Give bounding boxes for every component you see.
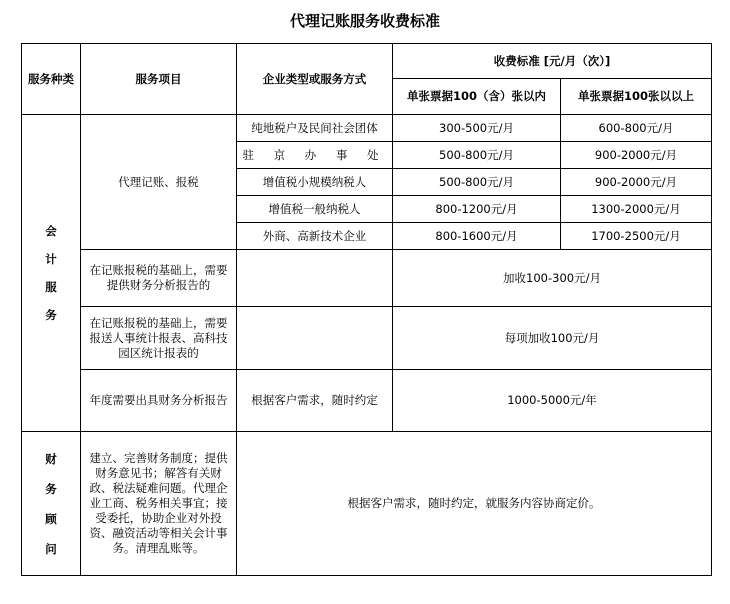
table-row bbox=[22, 115, 712, 142]
category-consulting bbox=[22, 432, 81, 576]
page-title: 代理记账服务收费标准 bbox=[289, 12, 440, 30]
enterprise-type-cell: 外商、高新技术企业 bbox=[237, 223, 393, 250]
category-char: 务 bbox=[45, 481, 57, 496]
fee-over-cell: 900-2000元/月 bbox=[561, 142, 712, 169]
table-row bbox=[22, 307, 712, 370]
category-char: 顾 bbox=[45, 511, 57, 526]
category-char: 财 bbox=[45, 451, 57, 466]
category-accounting bbox=[22, 115, 81, 432]
fee-over-cell: 1300-2000元/月 bbox=[561, 196, 712, 223]
extra-fee-cell: 1000-5000元/年 bbox=[393, 370, 712, 432]
fee-within-cell: 500-800元/月 bbox=[393, 142, 561, 169]
header-within-100: 单张票据100（含）张以内 bbox=[393, 79, 561, 115]
category-char: 问 bbox=[45, 541, 57, 556]
category-char: 务 bbox=[45, 308, 57, 322]
table-row bbox=[22, 370, 712, 432]
bookkeeping-item: 代理记账、报税 bbox=[81, 115, 237, 250]
fee-within-cell: 800-1600元/月 bbox=[393, 223, 561, 250]
header-fee-standard: 收费标准 [元/月（次）] bbox=[393, 44, 712, 79]
header-service-type: 服务种类 bbox=[22, 44, 81, 115]
header-service-item: 服务项目 bbox=[81, 44, 237, 115]
extra-item-cell: 在记账报税的基础上，需要提供财务分析报告的 bbox=[81, 250, 237, 307]
header-enterprise-type: 企业类型或服务方式 bbox=[237, 44, 393, 115]
category-char: 服 bbox=[45, 280, 57, 294]
extra-method-cell bbox=[237, 250, 393, 307]
fee-over-cell: 1700-2500元/月 bbox=[561, 223, 712, 250]
fee-within-cell: 800-1200元/月 bbox=[393, 196, 561, 223]
extra-method-cell bbox=[237, 307, 393, 370]
consulting-item-cell: 建立、完善财务制度；提供财务意见书；解答有关财政、税法疑难问题。代理企业工商、税务相关事宜；接受委托，协助企业对外投资、融资活动等相关会计事务。清理乱账等。 bbox=[81, 432, 237, 576]
extra-fee-cell: 每项加收100元/月 bbox=[393, 307, 712, 370]
fee-table bbox=[21, 43, 712, 576]
category-char: 计 bbox=[45, 252, 57, 266]
extra-method-cell: 根据客户需求，随时约定 bbox=[237, 370, 393, 432]
consulting-fee-cell: 根据客户需求，随时约定，就服务内容协商定价。 bbox=[237, 432, 712, 576]
table-row bbox=[22, 250, 712, 307]
extra-item-cell: 年度需要出具财务分析报告 bbox=[81, 370, 237, 432]
header-over-100: 单张票据100张以以上 bbox=[561, 79, 712, 115]
extra-item-cell: 在记账报税的基础上，需要报送人事统计报表、高科技园区统计报表的 bbox=[81, 307, 237, 370]
enterprise-type-cell: 增值税一般纳税人 bbox=[237, 196, 393, 223]
enterprise-type-cell: 驻 京 办 事 处 bbox=[237, 142, 393, 169]
fee-over-cell: 900-2000元/月 bbox=[561, 169, 712, 196]
fee-within-cell: 500-800元/月 bbox=[393, 169, 561, 196]
extra-fee-cell: 加收100-300元/月 bbox=[393, 250, 712, 307]
enterprise-type-cell: 增值税小规模纳税人 bbox=[237, 169, 393, 196]
enterprise-type-cell: 纯地税户及民间社会团体 bbox=[237, 115, 393, 142]
fee-over-cell: 600-800元/月 bbox=[561, 115, 712, 142]
category-char: 会 bbox=[45, 224, 57, 238]
table-row bbox=[22, 432, 712, 576]
fee-within-cell: 300-500元/月 bbox=[393, 115, 561, 142]
